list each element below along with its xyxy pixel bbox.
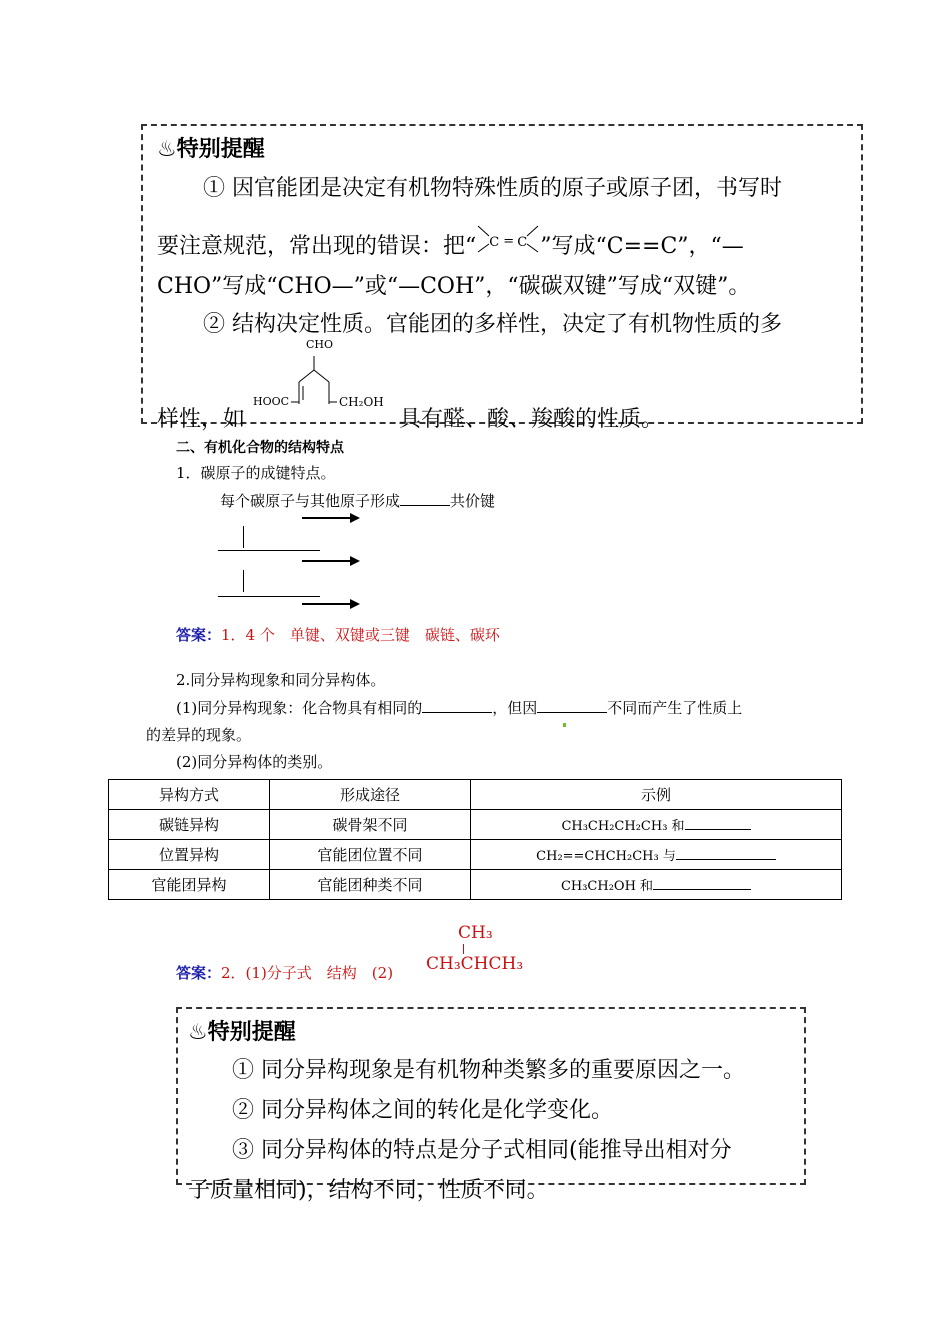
table-cell [471, 870, 842, 900]
tip2-line2: ② 同分异构体之间的转化是化学变化。 [232, 1098, 613, 1123]
tip1-p2-line1: ② 结构决定性质。官能团的多样性，决定了有机物性质的多 [203, 312, 782, 337]
alkene-c2: C [517, 235, 528, 250]
table-row [109, 810, 842, 840]
blank-line-2 [218, 550, 320, 551]
mol-cho-label: CHO [306, 338, 334, 351]
table-header: 示例 [471, 780, 842, 810]
alkene-double-bond: = [503, 234, 515, 249]
item1-sentence [220, 490, 495, 511]
isomer-table [108, 779, 842, 900]
answer-2-chain: CH₃CHCH₃ [426, 954, 524, 974]
item2-1-a: (1)同分异构现象：化合物具有相同的 [176, 699, 423, 717]
tip-box-2 [176, 1007, 806, 1203]
mol-hooc-label: HOOC [253, 395, 290, 408]
table-header: 异构方式 [109, 780, 270, 810]
tip2-title: ♨特别提醒 [188, 1020, 296, 1045]
bond-vertical-2 [243, 570, 244, 592]
item1-sentence-b: 共价键 [450, 492, 496, 510]
table-row [109, 870, 842, 900]
item1-title: 1．碳原子的成键特点。 [176, 464, 336, 482]
item2-1-line2: 的差异的现象。 [146, 726, 252, 744]
example-text: CH₃CH₂CH₂CH₃ 和 [561, 819, 685, 834]
arrow-2-head [350, 556, 360, 566]
tip1-p2-line2-b: 具有醛、酸、羧酸的性质。 [399, 407, 664, 432]
blank-1 [400, 505, 450, 506]
blank-6 [685, 829, 751, 830]
tip1-p1-line2-b: ”写成“C==C”，“— [540, 234, 744, 259]
benzene-ring-lines [251, 344, 391, 424]
answer-2-branch-bond [463, 944, 464, 954]
blank-5 [537, 712, 607, 713]
arrow-3 [302, 603, 350, 605]
blank-4 [422, 712, 492, 713]
tip1-title: ♨特别提醒 [157, 137, 265, 162]
tip1-p1-line1: ① 因官能团是决定有机物特殊性质的原子或原子团，书写时 [203, 176, 782, 201]
table-cell: 碳链异构 [109, 810, 270, 840]
green-mark [563, 723, 566, 727]
tip-box-1 [141, 124, 863, 432]
table-cell [471, 840, 842, 870]
answer-1 [176, 624, 500, 645]
answer-2-label: 答案： [176, 964, 222, 982]
item2-title: 2.同分异构现象和同分异构体。 [176, 671, 386, 689]
item2-1-line1 [176, 697, 742, 718]
table-cell: 位置异构 [109, 840, 270, 870]
alkene-c1: C [489, 235, 500, 250]
table-row [109, 840, 842, 870]
tip1-p2-line2-a: 样性，如 [157, 407, 246, 432]
tip2-line1: ① 同分异构现象是有机物种类繁多的重要原因之一。 [232, 1058, 745, 1083]
table-cell: 碳骨架不同 [270, 810, 471, 840]
table-header-row [109, 780, 842, 810]
tip1-p1-line2 [157, 229, 744, 260]
hydroxymethyl-benzene-structure [251, 338, 391, 424]
mol-ch2oh-label: CH₂OH [339, 395, 384, 409]
bond-vertical-1 [243, 526, 244, 548]
example-text: CH₃CH₂OH 和 [560, 879, 654, 894]
blank-8 [653, 889, 751, 890]
table-header: 形成途径 [270, 780, 471, 810]
table-cell: 官能团种类不同 [270, 870, 471, 900]
arrow-2 [302, 560, 350, 562]
item2-1-c: 不同而产生了性质上 [607, 699, 743, 717]
item2-2-title: (2)同分异构体的类别。 [176, 753, 333, 771]
tip2-line3: ③ 同分异构体的特点是分子式相同(能推导出相对分 [232, 1138, 732, 1163]
answer-1-text: 1．4 个 单键、双键或三键 碳链、碳环 [221, 626, 500, 644]
answer-1-label: 答案： [176, 626, 222, 644]
alkene-structure [476, 236, 540, 258]
answer-2-text: 2．(1)分子式 结构 (2) [221, 964, 394, 982]
blank-7 [676, 859, 776, 860]
table-cell: 官能团异构 [109, 870, 270, 900]
item2-1-b: ，但因 [492, 699, 538, 717]
example-text: CH₂==CHCH₂CH₃ 与 [536, 849, 676, 864]
tip1-p1-line2-a: 要注意规范，常出现的错误：把“ [157, 234, 477, 259]
blank-line-3 [218, 596, 320, 597]
arrow-3-head [350, 599, 360, 609]
arrow-1-head [350, 513, 360, 523]
table-cell [471, 810, 842, 840]
answer-2 [176, 962, 393, 983]
table-cell: 官能团位置不同 [270, 840, 471, 870]
tip1-p1-line3: CHO”写成“CHO—”或“—COH”，“碳碳双键”写成“双键”。 [157, 274, 751, 299]
tip2-line4: 子质量相同)，结构不同，性质不同。 [188, 1178, 549, 1203]
answer-2-ch3: CH₃ [458, 923, 493, 943]
item1-sentence-a: 每个碳原子与其他原子形成 [220, 492, 401, 510]
section-heading: 二、有机化合物的结构特点 [176, 440, 344, 456]
arrow-1 [302, 517, 350, 519]
